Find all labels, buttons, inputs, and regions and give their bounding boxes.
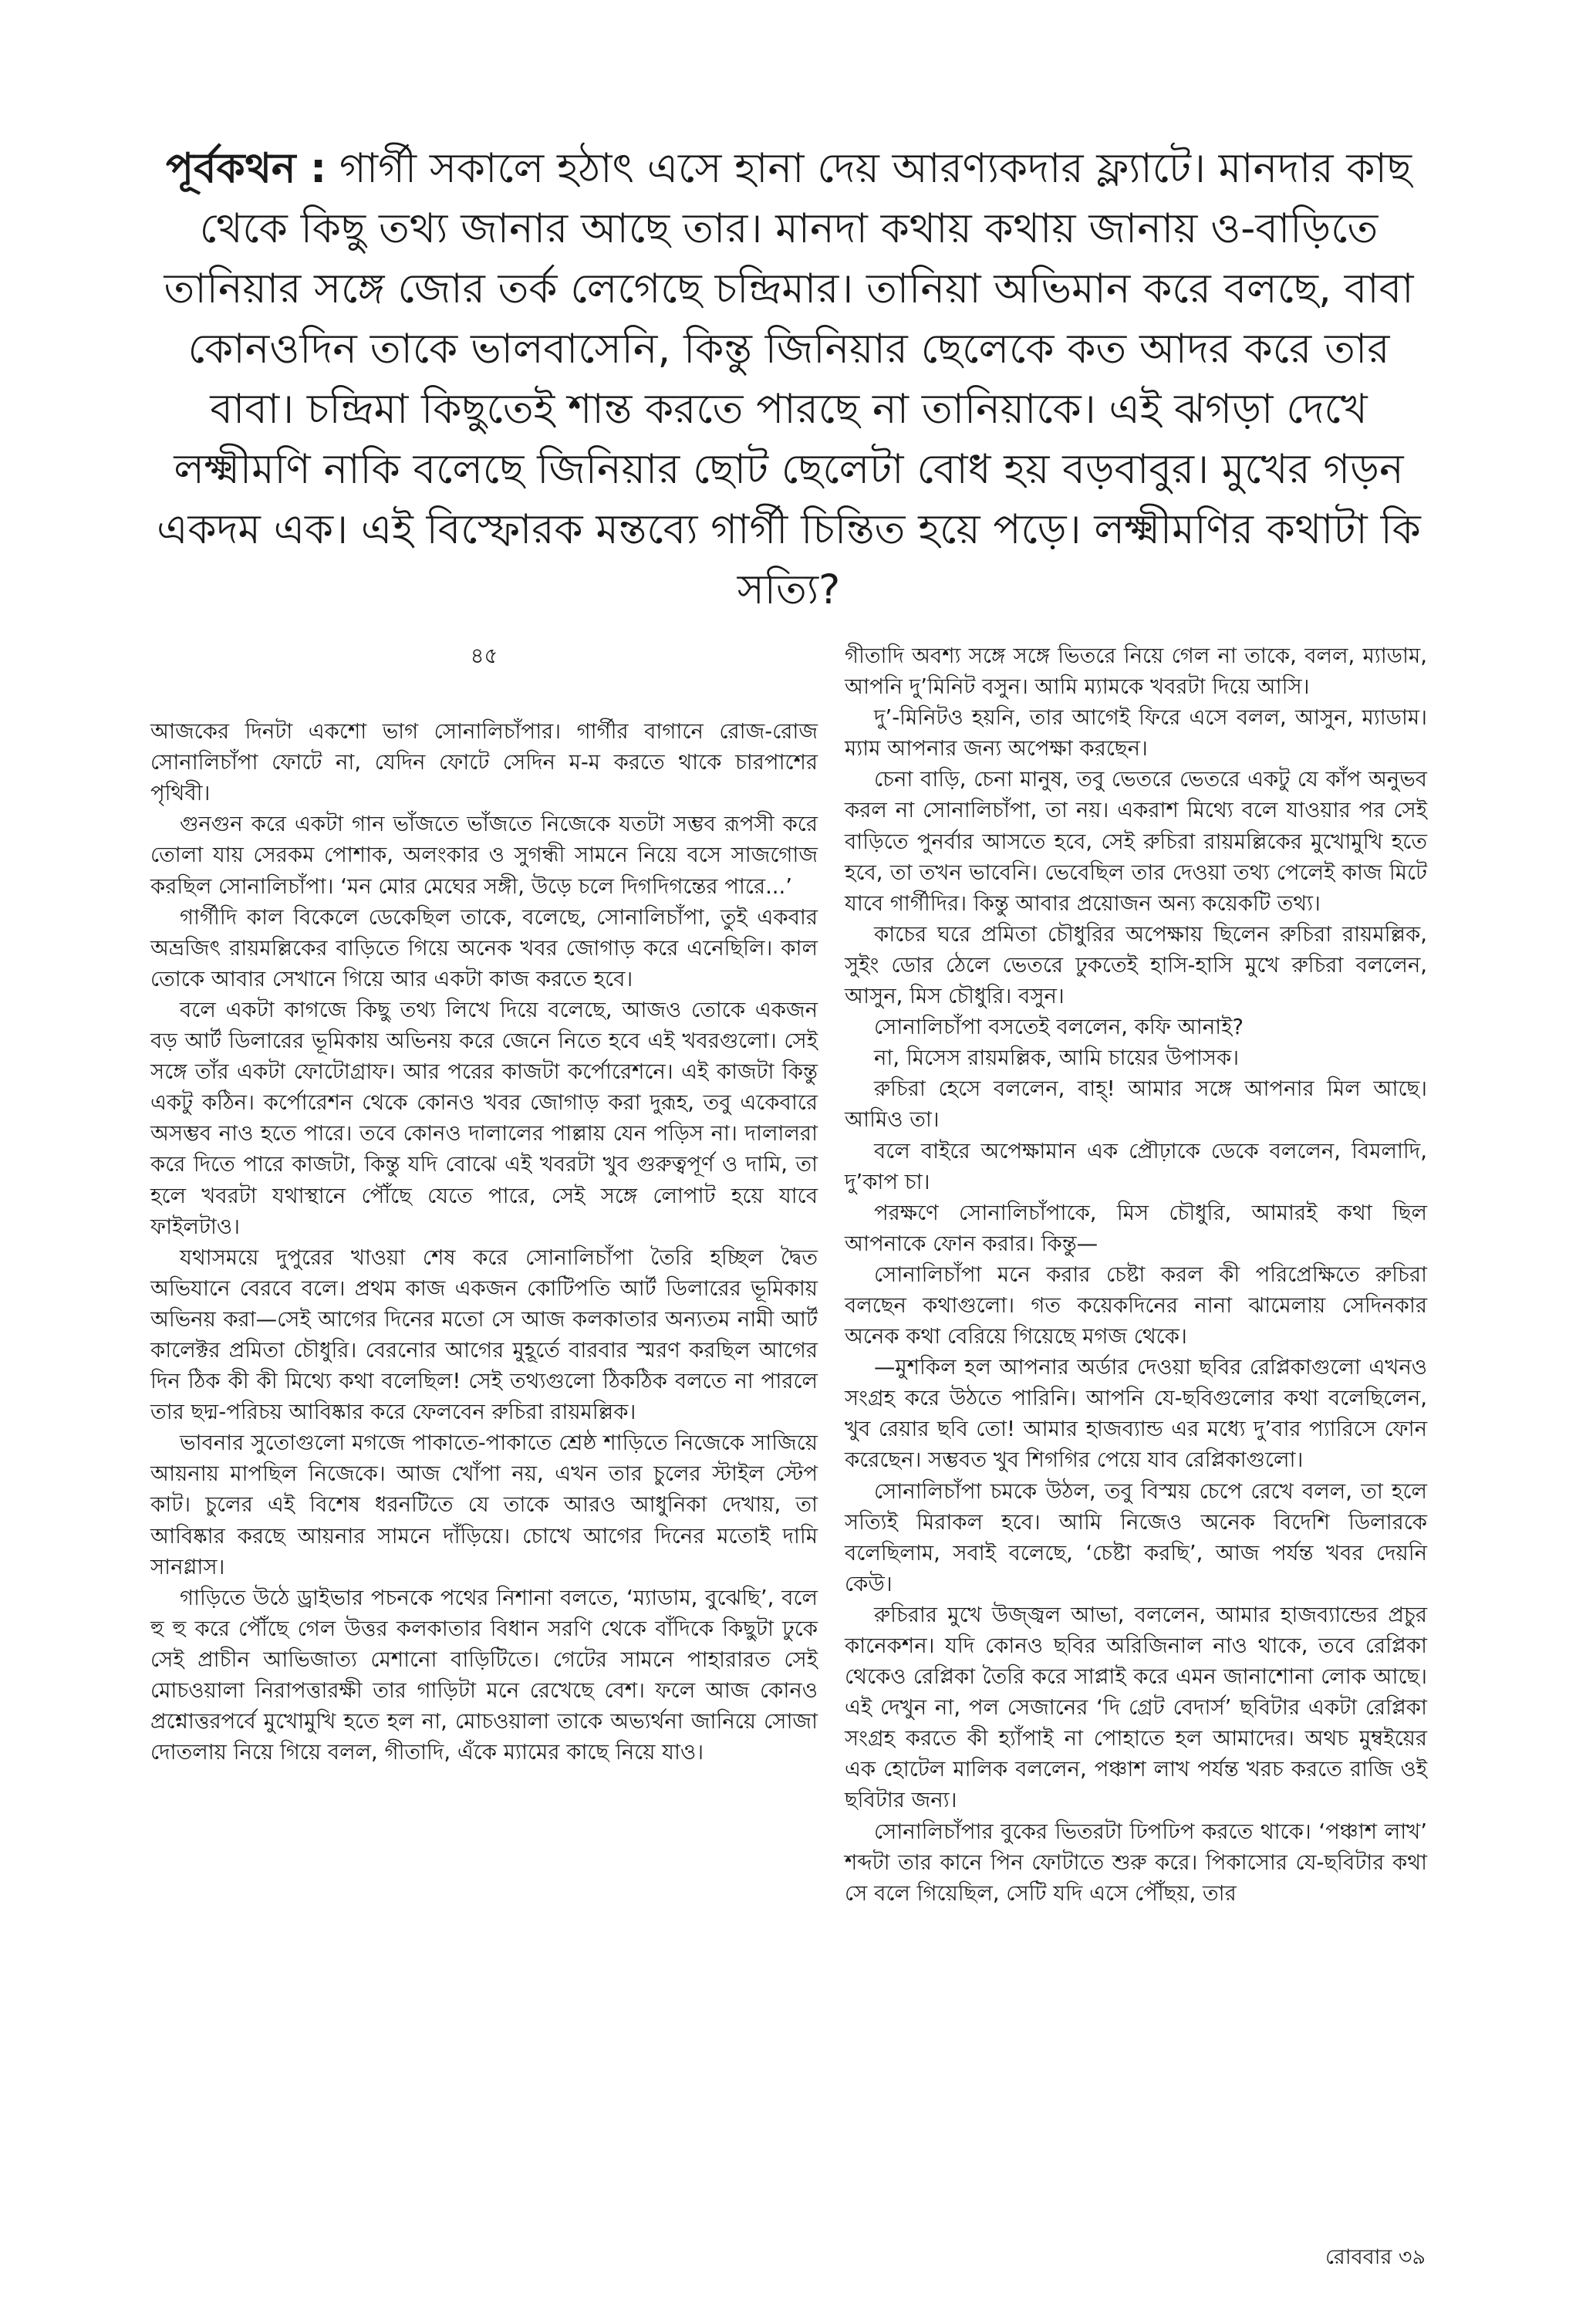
paragraph: কাচের ঘরে প্রমিতা চৌধুরির অপেক্ষায় ছিলেন রুচিরা রায়মল্লিক, সুইং ডোর ঠেলে ভেতরে ঢুকতেই হাসি-হাসি মুখে রুচিরা বললেন, আসুন, মিস চৌধুরি। বসুন।	[845, 921, 1427, 1009]
paragraph: যথাসময়ে দুপুরের খাওয়া শেষ করে সোনালিচাঁপা তৈরি হচ্ছিল দ্বৈত অভিযানে বেরবে বলে। প্রথম কাজ একজন কোটিপতি আর্ট ডিলারের ভূমিকায় অভিনয় করা—সেই আগের দিনের মতো সে আজ কলকাতার অন্যতম নামী আর্ট কালেক্টর প্রমিতা চৌধুরি। বেরনোর আগের মুহূর্তে বারবার স্মরণ করছিল আগের দিন ঠিক কী কী মিথ্যে কথা বলেছিল! সেই তথ্যগুলো ঠিকঠিক বলতে না পারলে তার ছদ্ম-পরিচয় আবিষ্কার করে ফেলবেন রুচিরা রায়মল্লিক।	[150, 1245, 818, 1425]
paragraph: ভাবনার সুতোগুলো মগজে পাকাতে-পাকাতে শ্রেষ্ঠ শাড়িতে নিজেকে সাজিয়ে আয়নায় মাপছিল নিজেকে। আজ খোঁপা নয়, এখন তার চুলের স্টাইল স্টেপ কাট। চুলের এই বিশেষ ধরনটিতে যে তাকে আরও আধুনিকা দেখায়, তা আবিষ্কার করছে আয়নার সামনে দাঁড়িয়ে। চোখে আগের দিনের মতোই দামি সানগ্লাস।	[150, 1431, 818, 1579]
summary-box	[150, 139, 1427, 620]
paragraph: সোনালিচাঁপার বুকের ভিতরটা ঢিপঢিপ করতে থাকে। ‘পঞ্চাশ লাখ’ শব্দটা তার কানে পিন ফোটাতে শুরু করে। পিকাসোর যে-ছবিটার কথা সে বলে গিয়েছিল, সেটি যদি এসে পৌঁছয়, তার	[845, 1819, 1427, 1906]
paragraph: বলে বাইরে অপেক্ষামান এক প্রৌঢ়াকে ডেকে বললেন, বিমলাদি, দু’কাপ চা।	[845, 1138, 1427, 1194]
summary-label: পূর্বকথন :	[166, 145, 327, 192]
summary-text: গার্গী সকালে হঠাৎ এসে হানা দেয় আরণ্যকদার ফ্ল্যাটে। মানদার কাছ থেকে কিছু তথ্য জানার আছে তার। মানদা কথায় কথায় জানায় ও-বাড়িতে তানিয়ার সঙ্গে জোর তর্ক লেগেছে চন্দ্রিমার। তানিয়া অভিমান করে বলছে, বাবা কোনওদিন তাকে ভালবাসেনি, কিন্তু জিনিয়ার ছেলেকে কত আদর করে তার বাবা। চন্দ্রিমা কিছুতেই শান্ত করতে পারছে না তানিয়াকে। এই ঝগড়া দেখে লক্ষ্মীমণি নাকি বলেছে জিনিয়ার ছোট ছেলেটা বোধ হয় বড়বাবুর। মুখের গড়ন একদম এক। এই বিস্ফোরক মন্তব্যে গার্গী চিন্তিত হয়ে পড়ে। লক্ষ্মীমণির কথাটা কি সত্যি?	[157, 145, 1421, 613]
paragraph: গীতাদি অবশ্য সঙ্গে সঙ্গে ভিতরে নিয়ে গেল না তাকে, বলল, ম্যাডাম, আপনি দু’মিনিট বসুন। আমি ম্যামকে খবরটা দিয়ে আসি।	[845, 643, 1427, 700]
chapter-number: ৪৫	[470, 643, 498, 668]
paragraph: পরক্ষণে সোনালিচাঁপাকে, মিস চৌধুরি, আমারই কথা ছিল আপনাকে ফোন করার। কিন্তু—	[845, 1200, 1427, 1256]
paragraph: না, মিসেস রায়মল্লিক, আমি চায়ের উপাসক।	[874, 1045, 1240, 1071]
paragraph: —মুশকিল হল আপনার অর্ডার দেওয়া ছবির রেপ্লিকাগুলো এখনও সংগ্রহ করে উঠতে পারিনি। আপনি যে-ছবিগুলোর কথা বলেছিলেন, খুব রেয়ার ছবি তো! আমার হাজব্যান্ড এর মধ্যে দু’বার প্যারিসে ফোন করেছেন। সম্ভবত খুব শিগগির পেয়ে যাব রেপ্লিকাগুলো।	[845, 1355, 1427, 1473]
paragraph: সোনালিচাঁপা মনে করার চেষ্টা করল কী পরিপ্রেক্ষিতে রুচিরা বলছেন কথাগুলো। গত কয়েকদিনের নানা ঝামেলায় সেদিনকার অনেক কথা বেরিয়ে গিয়েছে মগজ থেকে।	[845, 1262, 1427, 1349]
paragraph: রুচিরার মুখে উজ্জ্বল আভা, বললেন, আমার হাজব্যান্ডের প্রচুর কানেকশন। যদি কোনও ছবির অরিজিনাল নাও থাকে, তবে রেপ্লিকা থেকেও রেপ্লিকা তৈরি করে সাপ্লাই করে এমন জানাশোনা লোক আছে। এই দেখুন না, পল সেজানের ‘দি গ্রেট বেদার্স’ ছবিটার একটা রেপ্লিকা সংগ্রহ করতে কী হ্যাঁপাই না পোহাতে হল আমাদের। অথচ মুম্বইয়ের এক হোটেল মালিক বললেন, পঞ্চাশ লাখ পর্যন্ত খরচ করতে রাজি ওই ছবিটার জন্য।	[845, 1602, 1427, 1813]
paragraph: চেনা বাড়ি, চেনা মানুষ, তবু ভেতরে ভেতরে একটু যে কাঁপ অনুভব করল না সোনালিচাঁপা, তা নয়। একরাশ মিথ্যে বলে যাওয়ার পর সেই বাড়িতে পুনর্বার আসতে হবে, সেই রুচিরা রায়মল্লিকের মুখোমুখি হতে হবে, তা তখন ভাবেনি। ভেবেছিল তার দেওয়া তথ্য পেলেই কাজ মিটে যাবে গার্গীদির। কিন্তু আবার প্রয়োজন অন্য কয়েকটি তথ্য।	[845, 767, 1427, 916]
paragraph: রুচিরা হেসে বললেন, বাহ্! আমার সঙ্গে আপনার মিল আছে। আমিও তা।	[845, 1076, 1427, 1133]
right-column	[845, 640, 1427, 1909]
paragraph: বলে একটা কাগজে কিছু তথ্য লিখে দিয়ে বলেছে, আজও তোকে একজন বড় আর্ট ডিলারের ভূমিকায় অভিনয় করে জেনে নিতে হবে এই খবরগুলো। সেই সঙ্গে তাঁর একটা ফোটোগ্রাফ। আর পরের কাজটা কর্পোরেশনে। এই কাজটা কিন্তু একটু কঠিন। কর্পোরেশন থেকে কোনও খবর জোগাড় করা দুরূহ, তবু একেবারে অসম্ভব নাও হতে পারে। তবে কোনও দালালের পাল্লায় যেন পড়িস না। দালালরা করে দিতে পারে কাজটা, কিন্তু যদি বোঝে এই খবরটা খুব গুরুত্বপূর্ণ ও দামি, তা হলে খবরটা যথাস্থানে পৌঁছে যেতে পারে, সেই সঙ্গে লোপাট হয়ে যাবে ফাইলটাও।	[150, 997, 818, 1239]
page-footer: রোববার ৩৯	[1325, 2245, 1426, 2269]
paragraph: গার্গীদি কাল বিকেলে ডেকেছিল তাকে, বলেছে, সোনালিচাঁপা, তুই একবার অভ্রজিৎ রায়মল্লিকের বাড়িতে গিয়ে অনেক খবর জোগাড় করে এনেছিলি। কাল তোকে আবার সেখানে গিয়ে আর একটা কাজ করতে হবে।	[150, 904, 818, 991]
paragraph: দু’-মিনিটও হয়নি, তার আগেই ফিরে এসে বলল, আসুন, ম্যাডাম। ম্যাম আপনার জন্য অপেক্ষা করছেন।	[845, 705, 1427, 762]
left-column	[150, 640, 818, 1768]
paragraph: গাড়িতে উঠে ড্রাইভার পচনকে পথের নিশানা বলতে, ‘ম্যাডাম, বুঝেছি’, বলে হু হু করে পৌঁছে গেল উত্তর কলকাতার বিধান সরণি থেকে বাঁদিকে কিছুটা ঢুকে সেই প্রাচীন আভিজাত্য মেশানো বাড়িটিতে। গেটের সামনে পাহারারত সেই মোচওয়ালা নিরাপত্তারক্ষী তার গাড়িটা মনে রেখেছে বেশ। ফলে আজ কোনও প্রশ্নোত্তরপর্বে মুখোমুখি হতে হল না, মোচওয়ালা তাকে অভ্যর্থনা জানিয়ে সোজা দোতলায় নিয়ে গিয়ে বলল, গীতাদি, এঁকে ম্যামের কাছে নিয়ে যাও।	[150, 1585, 818, 1765]
paragraph: সোনালিচাঁপা বসতেই বললেন, কফি আনাই?	[874, 1015, 1244, 1040]
paragraph: গুনগুন করে একটা গান ভাঁজতে ভাঁজতে নিজেকে যতটা সম্ভব রূপসী করে তোলা যায় সেরকম পোশাক, অলংকার ও সুগন্ধী সামনে নিয়ে বসে সাজগোজ করছিল সোনালিচাঁপা। ‘মন মোর মেঘের সঙ্গী, উড়ে চলে দিগদিগন্তের পারে...’	[150, 812, 818, 899]
paragraph: সোনালিচাঁপা চমকে উঠল, তবু বিস্ময় চেপে রেখে বলল, তা হলে সত্যিই মিরাকল হবে। আমি নিজেও অনেক বিদেশি ডিলারকে বলেছিলাম, সবাই বলেছে, ‘চেষ্টা করছি’, আজ পর্যন্ত খবর দেয়নি কেউ।	[845, 1478, 1427, 1596]
paragraph: আজকের দিনটা একশো ভাগ সোনালিচাঁপার। গার্গীর বাগানে রোজ-রোজ সোনালিচাঁপা ফোটে না, যেদিন ফোটে সেদিন ম-ম করতে থাকে চারপাশের পৃথিবী।	[150, 719, 818, 806]
